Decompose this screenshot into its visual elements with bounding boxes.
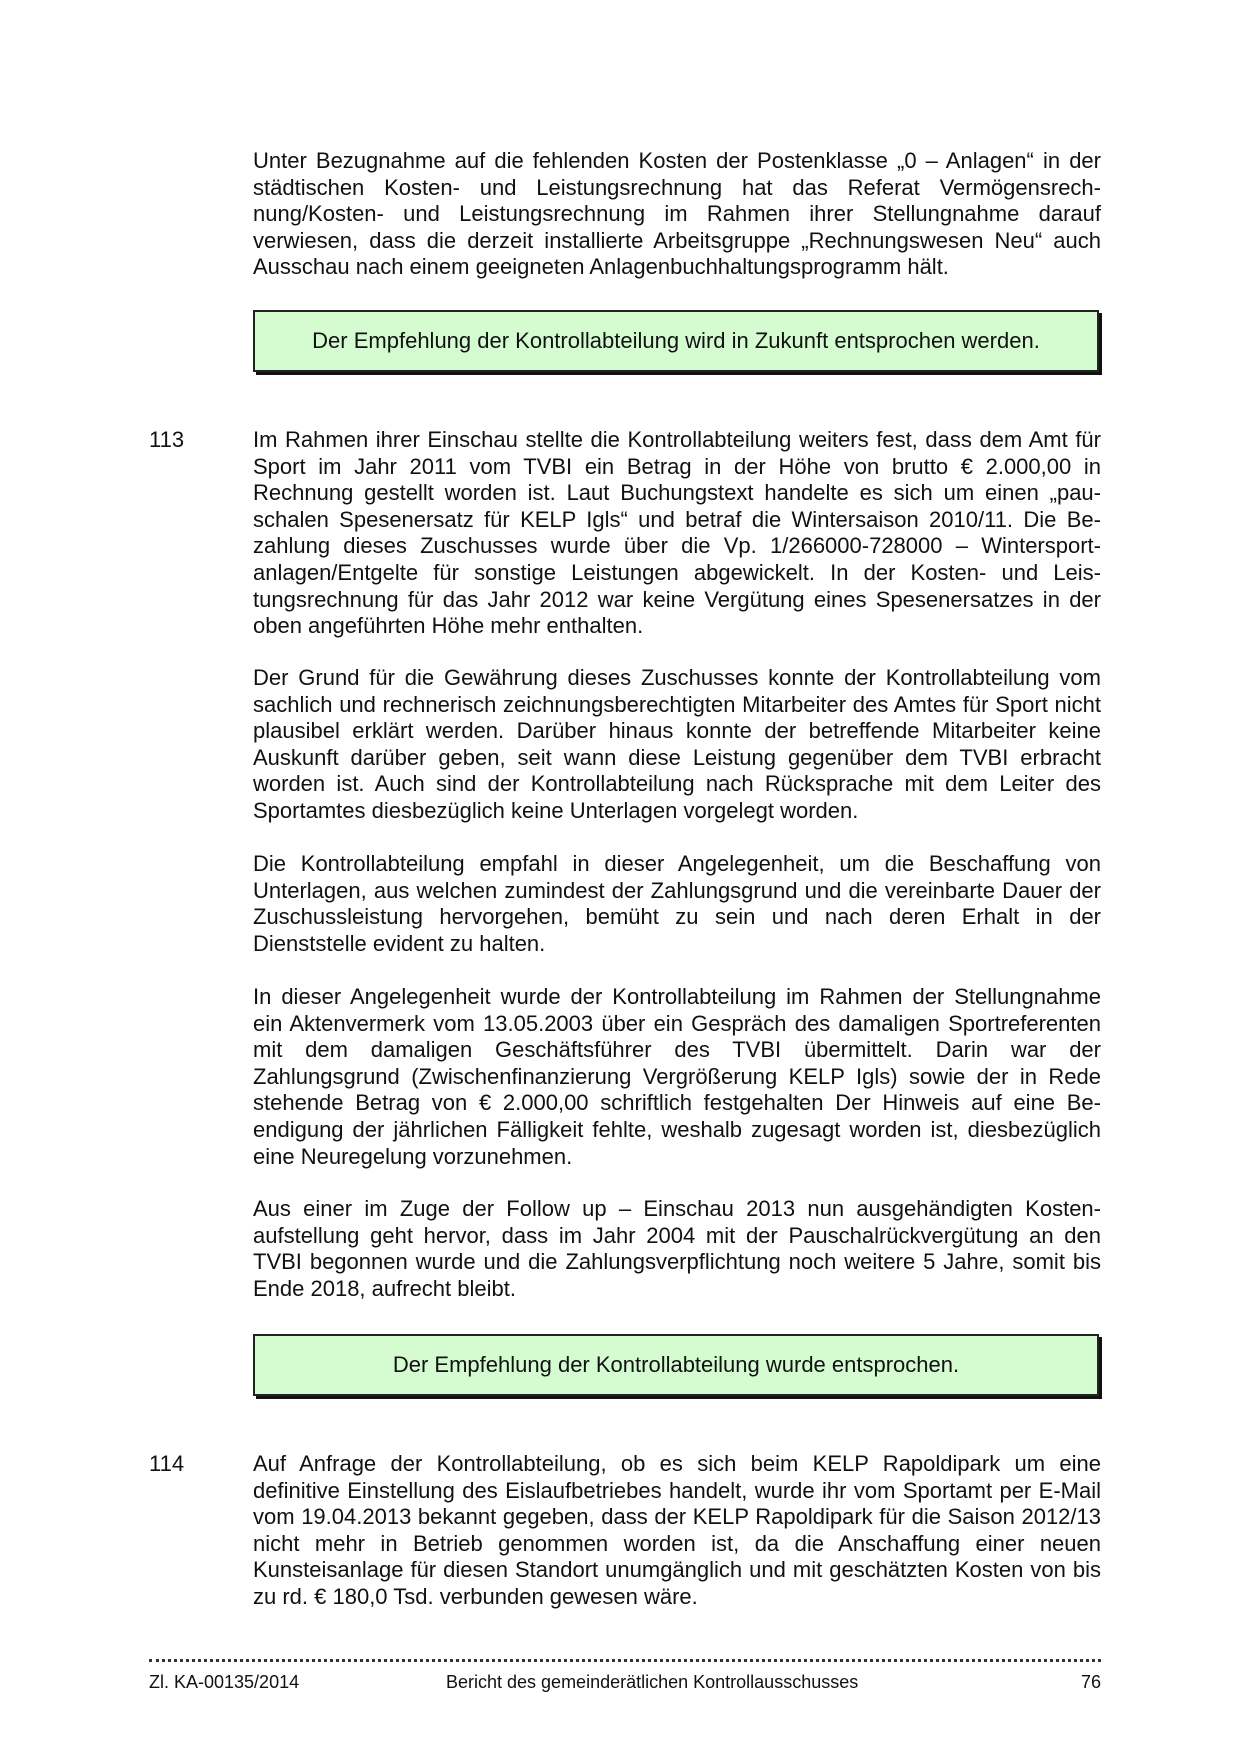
recommendation-box — [253, 310, 1099, 372]
recommendation-text: Der Empfehlung der Kontrollabteilung wurde entsprochen. — [392, 1352, 960, 1377]
footer-reference: Zl. KA-00135/2014 — [149, 1672, 300, 1692]
section-number: 113 — [149, 427, 185, 452]
paragraph: Auf Anfrage der Kontrollabteilung, ob es sich beim KELP Rapoldipark um eine definitive Einstellung des Eislaufbetriebes handelt, wurde ihr vom Sportamt per E-Mail vom 19.04.2013 bekannt gegeben, dass der KELP Rapoldipark für die Saison 2012/13 nicht mehr in Betrieb genommen worden ist, da die Anschaffung einer neuen Kunsteisanlage für diesen Standort unumgänglich und mit geschätzten Kosten von bis zu rd. € 180,0 Tsd. verbunden gewesen wäre. — [253, 1451, 1101, 1609]
page-number: 76 — [1080, 1672, 1101, 1692]
recommendation-text: Der Empfehlung der Kontrollabteilung wird in Zukunft entsprochen werden. — [312, 328, 1040, 353]
paragraph: In dieser Angelegenheit wurde der Kontrollabteilung im Rahmen der Stellungnahme ein Aktenvermerk vom 13.05.2003 über ein Gespräch des damaligen Sportreferenten mit dem damaligen Geschäftsführer des TVBI übermittelt. Darin war der Zahlungsgrund (Zwischenfinanzierung Vergrößerung KELP Igls) sowie der in Rede stehende Betrag von € 2.000,00 schriftlich festgehalten Der Hinweis auf eine Beendigung der jährlichen Fälligkeit fehlte, weshalb zugesagt worden ist, diesbezüglich eine Neuregelung vorzunehmen. — [253, 984, 1101, 1169]
paragraph: Aus einer im Zuge der Follow up – Einschau 2013 nun ausgehändigten Kostenaufstellung geht hervor, dass im Jahr 2004 mit der Pauschalrückvergütung an den TVBI begonnen wurde und die Zahlungsverpflichtung noch weitere 5 Jahre, somit bis Ende 2018, aufrecht bleibt. — [253, 1196, 1101, 1301]
section-number: 114 — [149, 1451, 185, 1476]
paragraph: Der Grund für die Gewährung dieses Zuschusses konnte der Kontrollabteilung vom sachlich und rechnerisch zeichnungsberechtigten Mitarbeiter des Amtes für Sport nicht plausibel erklärt werden. Darüber hinaus konnte der betreffende Mitarbeiter keine Auskunft darüber geben, seit wann diese Leistung gegenüber dem TVBI erbracht worden ist. Auch sind der Kontrollabteilung nach Rücksprache mit dem Leiter des Sportamtes diesbezüglich keine Unterlagen vorgelegt worden. — [253, 665, 1101, 823]
footer-divider — [149, 1655, 1101, 1662]
footer-title: Bericht des gemeinderätlichen Kontrollausschusses — [446, 1672, 859, 1692]
intro-paragraph: Unter Bezugnahme auf die fehlenden Kosten der Postenklasse „0 – Anlagen“ in der städtischen Kosten- und Leistungsrechnung hat das Referat Vermögensrechnung/Kosten- und Leistungsrechnung im Rahmen ihrer Stellungnahme darauf verwiesen, dass die derzeit installierte Arbeitsgruppe „Rechnungswesen Neu“ auch Ausschau nach einem geeigneten Anlagenbuchhaltungsprogramm hält. — [253, 148, 1101, 280]
paragraph: Im Rahmen ihrer Einschau stellte die Kontrollabteilung weiters fest, dass dem Amt für Sport im Jahr 2011 vom TVBI ein Betrag in der Höhe von brutto € 2.000,00 in Rechnung gestellt worden ist. Laut Buchungstext handelte es sich um einen „pauschalen Spesenersatz für KELP Igls“ und betraf die Wintersaison 2010/11. Die Bezahlung dieses Zuschusses wurde über die Vp. 1/266000-728000 – Wintersportanlagen/Entgelte für sonstige Leistungen abgewickelt. In der Kosten- und Leistungsrechnung für das Jahr 2012 war keine Vergütung eines Spesenersatzes in der oben angeführten Höhe mehr enthalten. — [253, 427, 1101, 639]
recommendation-box — [253, 1334, 1099, 1396]
paragraph: Die Kontrollabteilung empfahl in dieser Angelegenheit, um die Beschaffung von Unterlagen, aus welchen zumindest der Zahlungsgrund und die vereinbarte Dauer der Zuschussleistung hervorgehen, bemüht zu sein und nach deren Erhalt in der Dienststelle evident zu halten. — [253, 851, 1101, 956]
